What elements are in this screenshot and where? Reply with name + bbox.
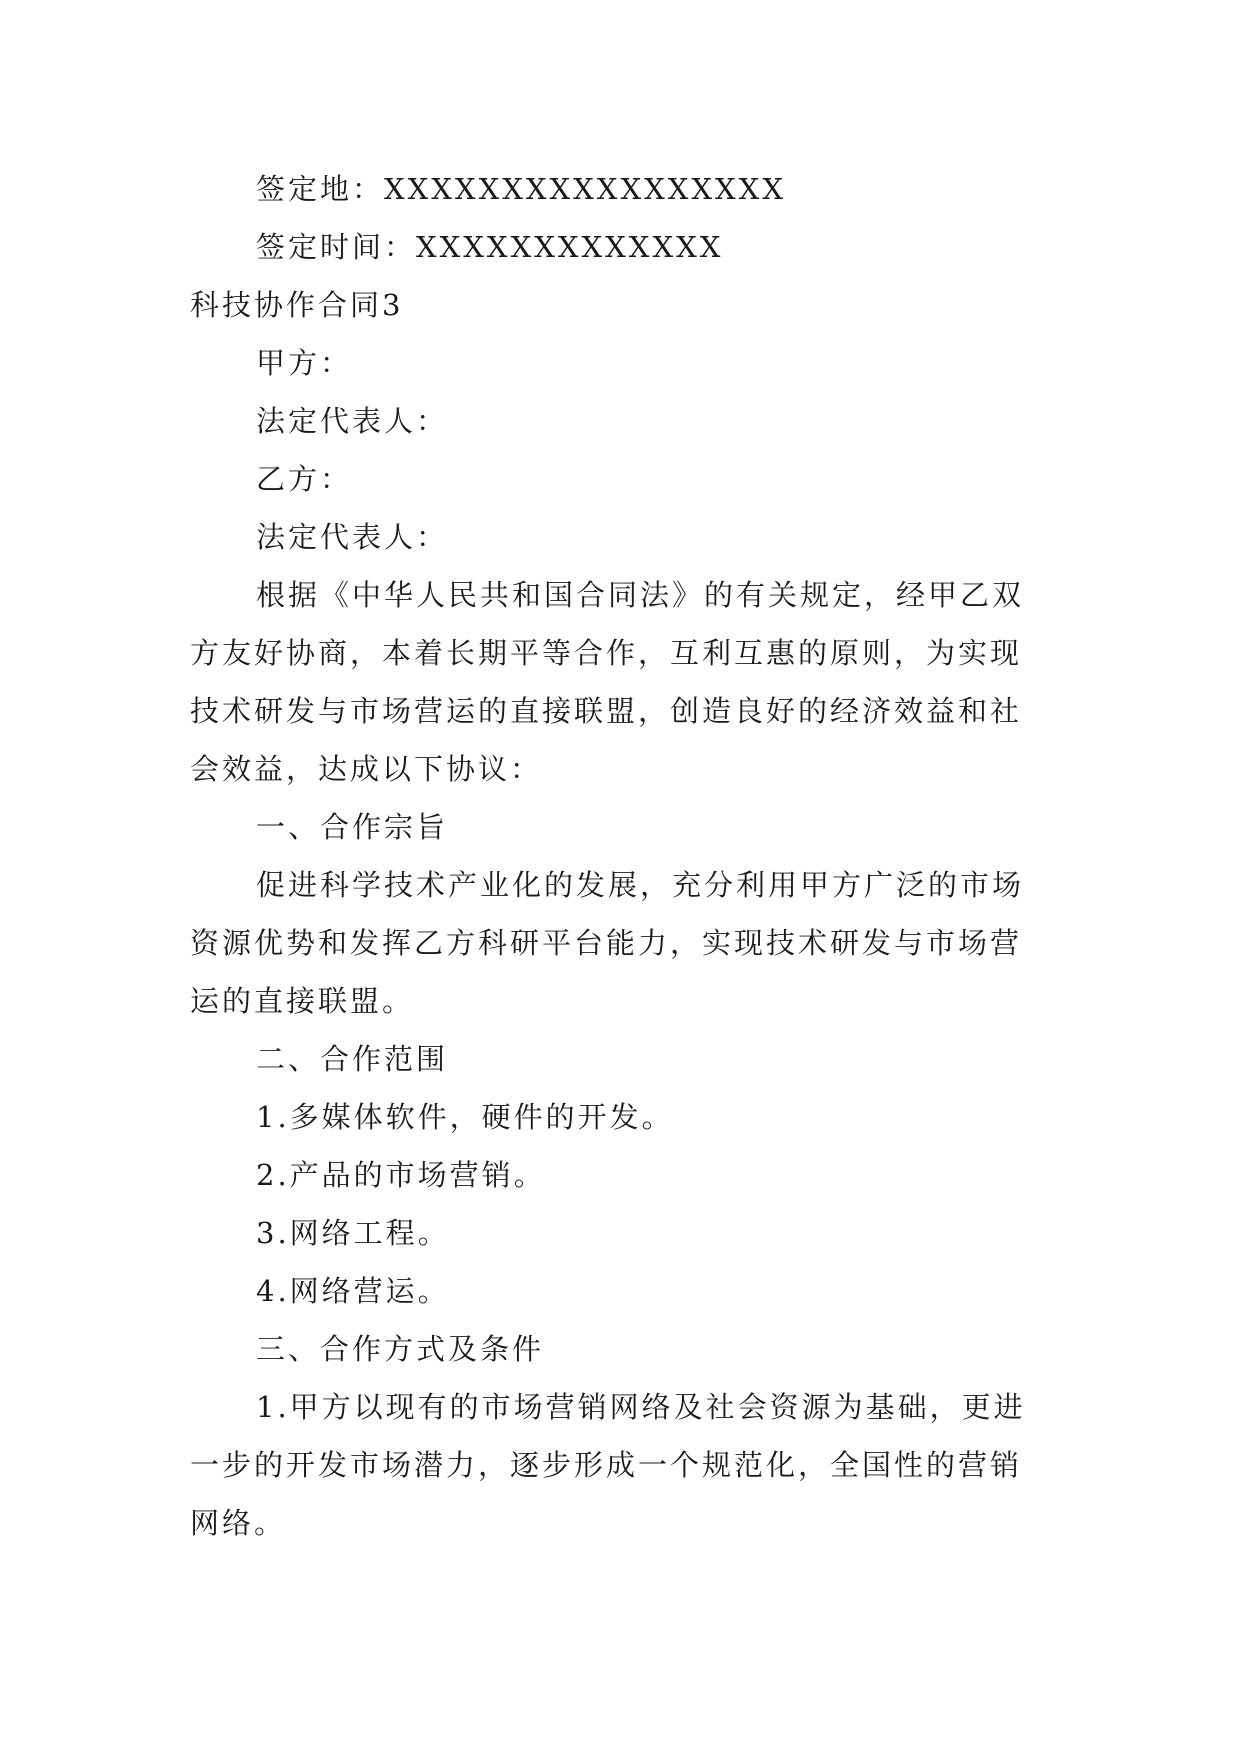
section-2-item-1: 1.多媒体软件，硬件的开发。 [256,1100,674,1134]
section-2-item-2: 2.产品的市场营销。 [256,1158,546,1192]
document-body [190,160,1060,1552]
section-3-item-1-line-3: 网络。 [190,1506,287,1540]
preamble-line-1: 根据《中华人民共和国合同法》的有关规定，经甲乙双 [256,578,1025,612]
section-1-heading: 一、合作宗旨 [256,810,449,844]
section-3-item-1-line-2: 一步的开发市场潜力，逐步形成一个规范化，全国性的营销 [190,1448,1023,1482]
section-3-item-1-line-1: 1.甲方以现有的市场营销网络及社会资源为基础，更进 [256,1390,1026,1424]
section-1-line-2: 资源优势和发挥乙方科研平台能力，实现技术研发与市场营 [190,926,1023,960]
section-1-line-1: 促进科学技术产业化的发展，充分利用甲方广泛的市场 [256,868,1025,902]
party-a-representative-line: 法定代表人： [256,404,449,438]
signing-place-line: 签定地：XXXXXXXXXXXXXXXXX [256,172,786,206]
preamble-line-3: 技术研发与市场营运的直接联盟，创造良好的经济效益和社 [190,694,1023,728]
preamble-line-2: 方友好协商，本着长期平等合作，互利互惠的原则，为实现 [190,636,1023,670]
party-b-representative-line: 法定代表人： [256,520,449,554]
contract-title: 科技协作合同3 [190,288,404,322]
section-2-heading: 二、合作范围 [256,1042,449,1076]
signing-time-line: 签定时间：XXXXXXXXXXXXX [256,230,724,264]
preamble-line-4: 会效益，达成以下协议： [190,752,543,786]
party-b-line: 乙方： [256,462,353,496]
section-2-item-4: 4.网络营运。 [256,1274,450,1308]
party-a-line: 甲方： [256,346,353,380]
section-1-line-3: 运的直接联盟。 [190,984,415,1018]
section-2-item-3: 3.网络工程。 [256,1216,450,1250]
section-3-heading: 三、合作方式及条件 [256,1332,545,1366]
